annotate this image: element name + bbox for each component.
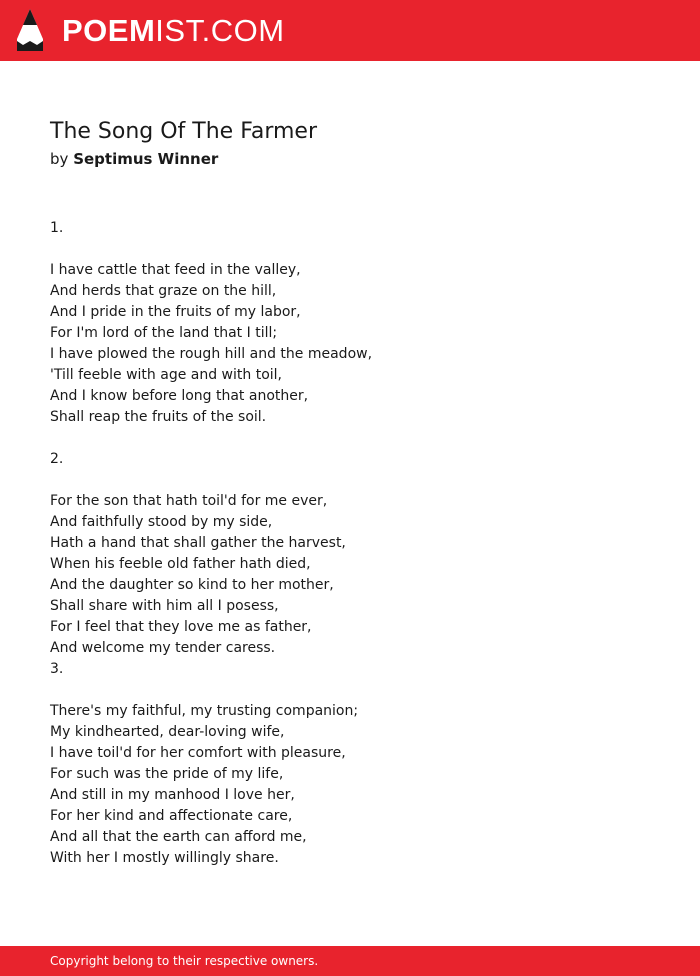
poem-line: There's my faithful, my trusting companion;: [50, 703, 359, 719]
byline: [50, 148, 218, 170]
poem-line: Hath a hand that shall gather the harvest,: [50, 535, 346, 551]
poem-line: When his feeble old father hath died,: [50, 556, 311, 572]
site-footer: [0, 946, 700, 976]
poem-line: For her kind and affectionate care,: [50, 808, 293, 824]
stanza-gap: [50, 680, 670, 701]
poem-line: For I feel that they love me as father,: [50, 619, 312, 635]
poem-line: I have cattle that feed in the valley,: [50, 262, 301, 278]
poem-line: I have toil'd for her comfort with pleasure,: [50, 745, 346, 761]
logo-text-bold: POEM: [62, 13, 156, 48]
poem-line: And herds that graze on the hill,: [50, 283, 277, 299]
poem-title: The Song Of The Farmer: [50, 119, 317, 144]
stanza-gap: [50, 239, 670, 260]
poem-line: For I'm lord of the land that I till;: [50, 325, 278, 341]
poem-line: And welcome my tender caress.: [50, 640, 276, 656]
poem-line: 'Till feeble with age and with toil,: [50, 367, 282, 383]
poem-line: And the daughter so kind to her mother,: [50, 577, 334, 593]
site-header: [0, 0, 700, 61]
poem-line: I have plowed the rough hill and the meadow,: [50, 346, 373, 362]
poem-line: Shall share with him all I posess,: [50, 598, 279, 614]
pencil-tip-icon[interactable]: [17, 9, 43, 51]
site-logo[interactable]: [62, 12, 285, 50]
poem-line: And still in my manhood I love her,: [50, 787, 295, 803]
by-label: by: [50, 150, 69, 168]
poem-line: Shall reap the fruits of the soil.: [50, 409, 267, 425]
poem-line: And faithfully stood by my side,: [50, 514, 273, 530]
poem-line: My kindhearted, dear-loving wife,: [50, 724, 285, 740]
logo-text-light: IST.COM: [155, 13, 285, 48]
poem-line: And all that the earth can afford me,: [50, 829, 307, 845]
poem-line: And I know before long that another,: [50, 388, 309, 404]
poem-body: [50, 218, 670, 869]
stanza-gap: [50, 470, 670, 491]
copyright-text: Copyright belong to their respective owners.: [50, 954, 319, 968]
poem-line: For such was the pride of my life,: [50, 766, 284, 782]
poem-line: With her I mostly willingly share.: [50, 850, 279, 866]
stanza-gap: [50, 428, 670, 449]
poem-line: 3.: [50, 661, 64, 677]
poem-line: 1.: [50, 220, 64, 236]
author-name: Septimus Winner: [73, 150, 219, 168]
poem-line: For the son that hath toil'd for me ever,: [50, 493, 328, 509]
poem-line: And I pride in the fruits of my labor,: [50, 304, 301, 320]
poem-line: 2.: [50, 451, 64, 467]
